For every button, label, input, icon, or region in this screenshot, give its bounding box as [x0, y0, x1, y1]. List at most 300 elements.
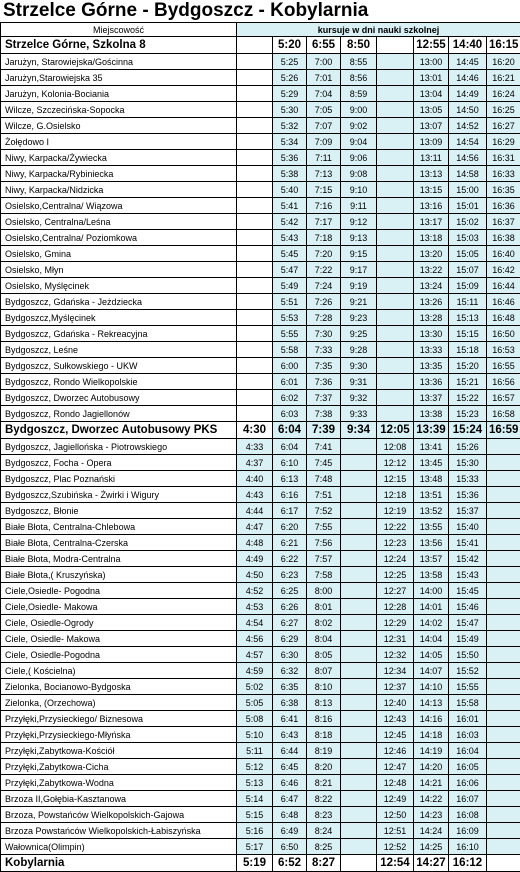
empty-cell	[237, 37, 273, 54]
departure-time: 8:21	[307, 775, 341, 791]
stop-name: Wilcze, Szczecińska-Sopocka	[1, 102, 237, 118]
table-row	[1, 791, 520, 807]
departure-time: 15:52	[449, 663, 487, 679]
departure-time: 15:26	[449, 439, 487, 455]
stop-name: Przyłęki,Zabytkowa-Kościół	[1, 743, 237, 759]
empty-cell	[237, 278, 273, 294]
departure-time: 15:24	[449, 422, 487, 439]
departure-time: 12:05	[377, 422, 414, 439]
departure-time: 7:09	[307, 134, 341, 150]
departure-time: 14:40	[449, 37, 487, 54]
departure-time: 13:24	[414, 278, 449, 294]
empty-cell	[377, 310, 414, 326]
empty-cell	[237, 326, 273, 342]
empty-cell	[377, 86, 414, 102]
empty-cell	[377, 118, 414, 134]
departure-time: 7:56	[307, 535, 341, 551]
empty-cell	[237, 310, 273, 326]
departure-time: 15:47	[449, 615, 487, 631]
runs-note: kursuje w dni nauki szkolnej	[237, 23, 520, 37]
empty-cell	[487, 551, 520, 567]
departure-time: 6:50	[273, 839, 307, 855]
empty-cell	[487, 631, 520, 647]
departure-time: 5:12	[237, 759, 273, 775]
table-row	[1, 855, 520, 872]
empty-cell	[377, 37, 414, 54]
departure-time: 5:11	[237, 743, 273, 759]
departure-time: 15:46	[449, 599, 487, 615]
departure-time: 12:29	[377, 615, 414, 631]
departure-time: 6:17	[273, 503, 307, 519]
departure-time: 13:52	[414, 503, 449, 519]
departure-time: 15:01	[449, 198, 487, 214]
departure-time: 6:21	[273, 535, 307, 551]
empty-cell	[237, 182, 273, 198]
departure-time: 8:25	[307, 839, 341, 855]
departure-time: 15:00	[449, 182, 487, 198]
table-row	[1, 358, 520, 374]
table-row	[1, 102, 520, 118]
departure-time: 6:46	[273, 775, 307, 791]
empty-cell	[487, 471, 520, 487]
table-row	[1, 70, 520, 86]
empty-cell	[341, 839, 377, 855]
departure-time: 5:40	[273, 182, 307, 198]
departure-time: 8:10	[307, 679, 341, 695]
departure-time: 6:48	[273, 807, 307, 823]
departure-time: 12:22	[377, 519, 414, 535]
departure-time: 12:28	[377, 599, 414, 615]
empty-cell	[237, 358, 273, 374]
table-row	[1, 839, 520, 855]
departure-time: 15:15	[449, 326, 487, 342]
departure-time: 7:57	[307, 551, 341, 567]
departure-time: 6:04	[273, 422, 307, 439]
departure-time: 16:15	[487, 37, 520, 54]
departure-time: 9:28	[341, 342, 377, 358]
departure-time: 6:44	[273, 743, 307, 759]
departure-time: 6:10	[273, 455, 307, 471]
departure-time: 7:45	[307, 455, 341, 471]
departure-time: 6:35	[273, 679, 307, 695]
stop-name: Bydgoszcz, Rondo Jagiellonów	[1, 406, 237, 422]
empty-cell	[237, 166, 273, 182]
departure-time: 7:00	[307, 54, 341, 70]
empty-cell	[377, 166, 414, 182]
departure-time: 16:08	[449, 807, 487, 823]
departure-time: 5:29	[273, 86, 307, 102]
table-row	[1, 487, 520, 503]
stop-name: Jarużyn,Starowiejska 35	[1, 70, 237, 86]
departure-time: 4:30	[237, 422, 273, 439]
departure-time: 5:49	[273, 278, 307, 294]
empty-cell	[377, 278, 414, 294]
table-row	[1, 679, 520, 695]
departure-time: 5:45	[273, 246, 307, 262]
departure-time: 16:58	[487, 406, 520, 422]
departure-time: 6:22	[273, 551, 307, 567]
table-row	[1, 631, 520, 647]
departure-time: 15:11	[449, 294, 487, 310]
stop-name: Ciele, Osiedle- Makowa	[1, 631, 237, 647]
departure-time: 15:42	[449, 551, 487, 567]
departure-time: 15:03	[449, 230, 487, 246]
departure-time: 7:36	[307, 374, 341, 390]
departure-time: 8:02	[307, 615, 341, 631]
empty-cell	[341, 695, 377, 711]
table-row	[1, 567, 520, 583]
departure-time: 15:43	[449, 567, 487, 583]
departure-time: 5:14	[237, 791, 273, 807]
stop-name: Bydgoszcz, Sułkowskiego - UKW	[1, 358, 237, 374]
empty-cell	[237, 294, 273, 310]
departure-time: 12:54	[377, 855, 414, 872]
stop-name: Przyłęki,Zabytkowa-Wodna	[1, 775, 237, 791]
departure-time: 8:19	[307, 743, 341, 759]
departure-time: 9:30	[341, 358, 377, 374]
stop-name: Ciele, Osiedle-Ogrody	[1, 615, 237, 631]
departure-time: 14:54	[449, 134, 487, 150]
departure-time: 6:30	[273, 647, 307, 663]
empty-cell	[377, 182, 414, 198]
departure-time: 9:08	[341, 166, 377, 182]
stop-name: Osielsko, Myślęcinek	[1, 278, 237, 294]
table-row	[1, 695, 520, 711]
empty-cell	[341, 567, 377, 583]
departure-time: 6:00	[273, 358, 307, 374]
stop-name: Bydgoszcz,Myślęcinek	[1, 310, 237, 326]
departure-time: 16:40	[487, 246, 520, 262]
departure-time: 5:02	[237, 679, 273, 695]
departure-time: 15:36	[449, 487, 487, 503]
empty-cell	[487, 519, 520, 535]
departure-time: 14:25	[414, 839, 449, 855]
table-row	[1, 86, 520, 102]
departure-time: 13:36	[414, 374, 449, 390]
stop-name: Bydgoszcz, Gdańska - Jeżdziecka	[1, 294, 237, 310]
departure-time: 16:36	[487, 198, 520, 214]
departure-time: 13:51	[414, 487, 449, 503]
table-row	[1, 583, 520, 599]
departure-time: 13:58	[414, 567, 449, 583]
departure-time: 14:46	[449, 70, 487, 86]
empty-cell	[237, 262, 273, 278]
departure-time: 13:56	[414, 535, 449, 551]
departure-time: 4:49	[237, 551, 273, 567]
empty-cell	[377, 230, 414, 246]
departure-time: 12:18	[377, 487, 414, 503]
departure-time: 14:27	[414, 855, 449, 872]
departure-time: 13:35	[414, 358, 449, 374]
departure-time: 5:30	[273, 102, 307, 118]
departure-time: 12:08	[377, 439, 414, 455]
table-row	[1, 599, 520, 615]
departure-time: 8:00	[307, 583, 341, 599]
stop-name: Przyłęki,Zabytkowa-Cicha	[1, 759, 237, 775]
empty-cell	[237, 134, 273, 150]
empty-cell	[341, 535, 377, 551]
table-row	[1, 823, 520, 839]
departure-time: 14:13	[414, 695, 449, 711]
empty-cell	[341, 663, 377, 679]
departure-time: 6:38	[273, 695, 307, 711]
departure-time: 7:05	[307, 102, 341, 118]
departure-time: 16:57	[487, 390, 520, 406]
departure-time: 12:40	[377, 695, 414, 711]
departure-time: 6:43	[273, 727, 307, 743]
departure-time: 15:58	[449, 695, 487, 711]
table-row	[1, 214, 520, 230]
table-row	[1, 342, 520, 358]
empty-cell	[341, 727, 377, 743]
departure-time: 14:02	[414, 615, 449, 631]
departure-time: 16:33	[487, 166, 520, 182]
table-row	[1, 775, 520, 791]
departure-time: 12:23	[377, 535, 414, 551]
departure-time: 7:28	[307, 310, 341, 326]
departure-time: 6:20	[273, 519, 307, 535]
departure-time: 5:10	[237, 727, 273, 743]
departure-time: 7:37	[307, 390, 341, 406]
departure-time: 7:18	[307, 230, 341, 246]
stop-name: Bydgoszcz, Leśne	[1, 342, 237, 358]
departure-time: 12:52	[377, 839, 414, 855]
departure-time: 14:45	[449, 54, 487, 70]
departure-time: 15:41	[449, 535, 487, 551]
stop-name: Zielonka, Bocianowo-Bydgoska	[1, 679, 237, 695]
departure-time: 16:50	[487, 326, 520, 342]
stop-name: Białe Błota, Centralna-Chlebowa	[1, 519, 237, 535]
departure-time: 4:56	[237, 631, 273, 647]
empty-cell	[487, 759, 520, 775]
departure-time: 16:53	[487, 342, 520, 358]
departure-time: 14:22	[414, 791, 449, 807]
departure-time: 16:46	[487, 294, 520, 310]
departure-time: 12:46	[377, 743, 414, 759]
empty-cell	[377, 326, 414, 342]
departure-time: 13:07	[414, 118, 449, 134]
departure-time: 6:26	[273, 599, 307, 615]
departure-time: 15:05	[449, 246, 487, 262]
departure-time: 13:30	[414, 326, 449, 342]
departure-time: 7:39	[307, 422, 341, 439]
stop-name: Wałownica(Olimpin)	[1, 839, 237, 855]
departure-time: 14:23	[414, 807, 449, 823]
empty-cell	[487, 791, 520, 807]
departure-time: 5:05	[237, 695, 273, 711]
table-row	[1, 278, 520, 294]
table-row	[1, 182, 520, 198]
departure-time: 14:49	[449, 86, 487, 102]
empty-cell	[487, 487, 520, 503]
departure-time: 14:10	[414, 679, 449, 695]
stop-name: Zielonka, (Orzechowa)	[1, 695, 237, 711]
departure-time: 16:10	[449, 839, 487, 855]
empty-cell	[341, 807, 377, 823]
empty-cell	[487, 775, 520, 791]
empty-cell	[377, 294, 414, 310]
departure-time: 5:51	[273, 294, 307, 310]
empty-cell	[377, 150, 414, 166]
table-row	[1, 759, 520, 775]
departure-time: 7:33	[307, 342, 341, 358]
departure-time: 13:55	[414, 519, 449, 535]
timetable	[0, 22, 520, 872]
departure-time: 14:52	[449, 118, 487, 134]
departure-time: 16:48	[487, 310, 520, 326]
departure-time: 12:19	[377, 503, 414, 519]
departure-time: 5:36	[273, 150, 307, 166]
departure-time: 16:31	[487, 150, 520, 166]
departure-time: 13:48	[414, 471, 449, 487]
stop-name: Jarużyn, Kolonia-Bociania	[1, 86, 237, 102]
departure-time: 6:41	[273, 711, 307, 727]
departure-time: 5:43	[273, 230, 307, 246]
table-row	[1, 455, 520, 471]
stop-name: Bydgoszcz, Jagiellońska - Piotrowskiego	[1, 439, 237, 455]
departure-time: 13:39	[414, 422, 449, 439]
table-row	[1, 262, 520, 278]
departure-time: 9:31	[341, 374, 377, 390]
departure-time: 6:04	[273, 439, 307, 455]
table-row	[1, 471, 520, 487]
departure-time: 5:58	[273, 342, 307, 358]
departure-time: 7:17	[307, 214, 341, 230]
departure-time: 5:15	[237, 807, 273, 823]
departure-time: 12:50	[377, 807, 414, 823]
empty-cell	[237, 374, 273, 390]
departure-time: 13:26	[414, 294, 449, 310]
empty-cell	[237, 54, 273, 70]
empty-cell	[487, 599, 520, 615]
empty-cell	[341, 551, 377, 567]
departure-time: 6:47	[273, 791, 307, 807]
departure-time: 12:31	[377, 631, 414, 647]
departure-time: 13:37	[414, 390, 449, 406]
departure-time: 16:55	[487, 358, 520, 374]
stop-name: Bydgoszcz,Szubińska - Żwirki i Wigury	[1, 487, 237, 503]
table-row	[1, 711, 520, 727]
departure-time: 13:09	[414, 134, 449, 150]
departure-time: 8:04	[307, 631, 341, 647]
departure-time: 7:41	[307, 439, 341, 455]
departure-time: 13:45	[414, 455, 449, 471]
departure-time: 5:53	[273, 310, 307, 326]
departure-time: 4:43	[237, 487, 273, 503]
stop-name: Osielsko,Centralna/ Wiązowa	[1, 198, 237, 214]
departure-time: 14:58	[449, 166, 487, 182]
departure-time: 13:13	[414, 166, 449, 182]
departure-time: 9:17	[341, 262, 377, 278]
table-row	[1, 294, 520, 310]
stop-name: Wilcze, G.Osielsko	[1, 118, 237, 134]
departure-time: 13:04	[414, 86, 449, 102]
departure-time: 6:52	[273, 855, 307, 872]
departure-time: 13:01	[414, 70, 449, 86]
departure-time: 15:49	[449, 631, 487, 647]
departure-time: 7:35	[307, 358, 341, 374]
departure-time: 4:37	[237, 455, 273, 471]
departure-time: 5:47	[273, 262, 307, 278]
table-row	[1, 246, 520, 262]
table-row	[1, 310, 520, 326]
departure-time: 5:26	[273, 70, 307, 86]
departure-time: 7:52	[307, 503, 341, 519]
departure-time: 15:33	[449, 471, 487, 487]
empty-cell	[377, 54, 414, 70]
empty-cell	[237, 198, 273, 214]
empty-cell	[341, 759, 377, 775]
departure-time: 16:35	[487, 182, 520, 198]
table-row	[1, 390, 520, 406]
empty-cell	[487, 823, 520, 839]
departure-time: 6:32	[273, 663, 307, 679]
departure-time: 6:01	[273, 374, 307, 390]
departure-time: 16:20	[487, 54, 520, 70]
stop-name: Białe Błota, Centralna-Czerska	[1, 535, 237, 551]
departure-time: 13:11	[414, 150, 449, 166]
table-row	[1, 37, 520, 54]
departure-time: 16:04	[449, 743, 487, 759]
empty-cell	[377, 198, 414, 214]
departure-time: 8:56	[341, 70, 377, 86]
departure-time: 9:00	[341, 102, 377, 118]
departure-time: 16:37	[487, 214, 520, 230]
departure-time: 12:55	[414, 37, 449, 54]
departure-time: 12:45	[377, 727, 414, 743]
departure-time: 9:10	[341, 182, 377, 198]
empty-cell	[487, 839, 520, 855]
departure-time: 13:16	[414, 198, 449, 214]
empty-cell	[487, 663, 520, 679]
departure-time: 12:24	[377, 551, 414, 567]
departure-time: 16:56	[487, 374, 520, 390]
departure-time: 14:20	[414, 759, 449, 775]
departure-time: 12:43	[377, 711, 414, 727]
departure-time: 5:32	[273, 118, 307, 134]
departure-time: 9:21	[341, 294, 377, 310]
empty-cell	[237, 214, 273, 230]
empty-cell	[341, 855, 377, 872]
departure-time: 15:22	[449, 390, 487, 406]
departure-time: 12:25	[377, 567, 414, 583]
departure-time: 15:40	[449, 519, 487, 535]
empty-cell	[377, 246, 414, 262]
departure-time: 8:55	[341, 54, 377, 70]
departure-time: 14:56	[449, 150, 487, 166]
table-row	[1, 519, 520, 535]
departure-time: 16:38	[487, 230, 520, 246]
empty-cell	[237, 150, 273, 166]
stop-name: Osielsko, Młyn	[1, 262, 237, 278]
departure-time: 4:40	[237, 471, 273, 487]
departure-time: 9:11	[341, 198, 377, 214]
departure-time: 16:09	[449, 823, 487, 839]
empty-cell	[237, 86, 273, 102]
departure-time: 8:05	[307, 647, 341, 663]
departure-time: 6:13	[273, 471, 307, 487]
table-row	[1, 326, 520, 342]
departure-time: 9:23	[341, 310, 377, 326]
departure-time: 13:38	[414, 406, 449, 422]
departure-time: 9:02	[341, 118, 377, 134]
departure-time: 14:05	[414, 647, 449, 663]
departure-time: 6:45	[273, 759, 307, 775]
departure-time: 4:47	[237, 519, 273, 535]
departure-time: 16:59	[487, 422, 520, 439]
empty-cell	[341, 775, 377, 791]
table-row	[1, 807, 520, 823]
